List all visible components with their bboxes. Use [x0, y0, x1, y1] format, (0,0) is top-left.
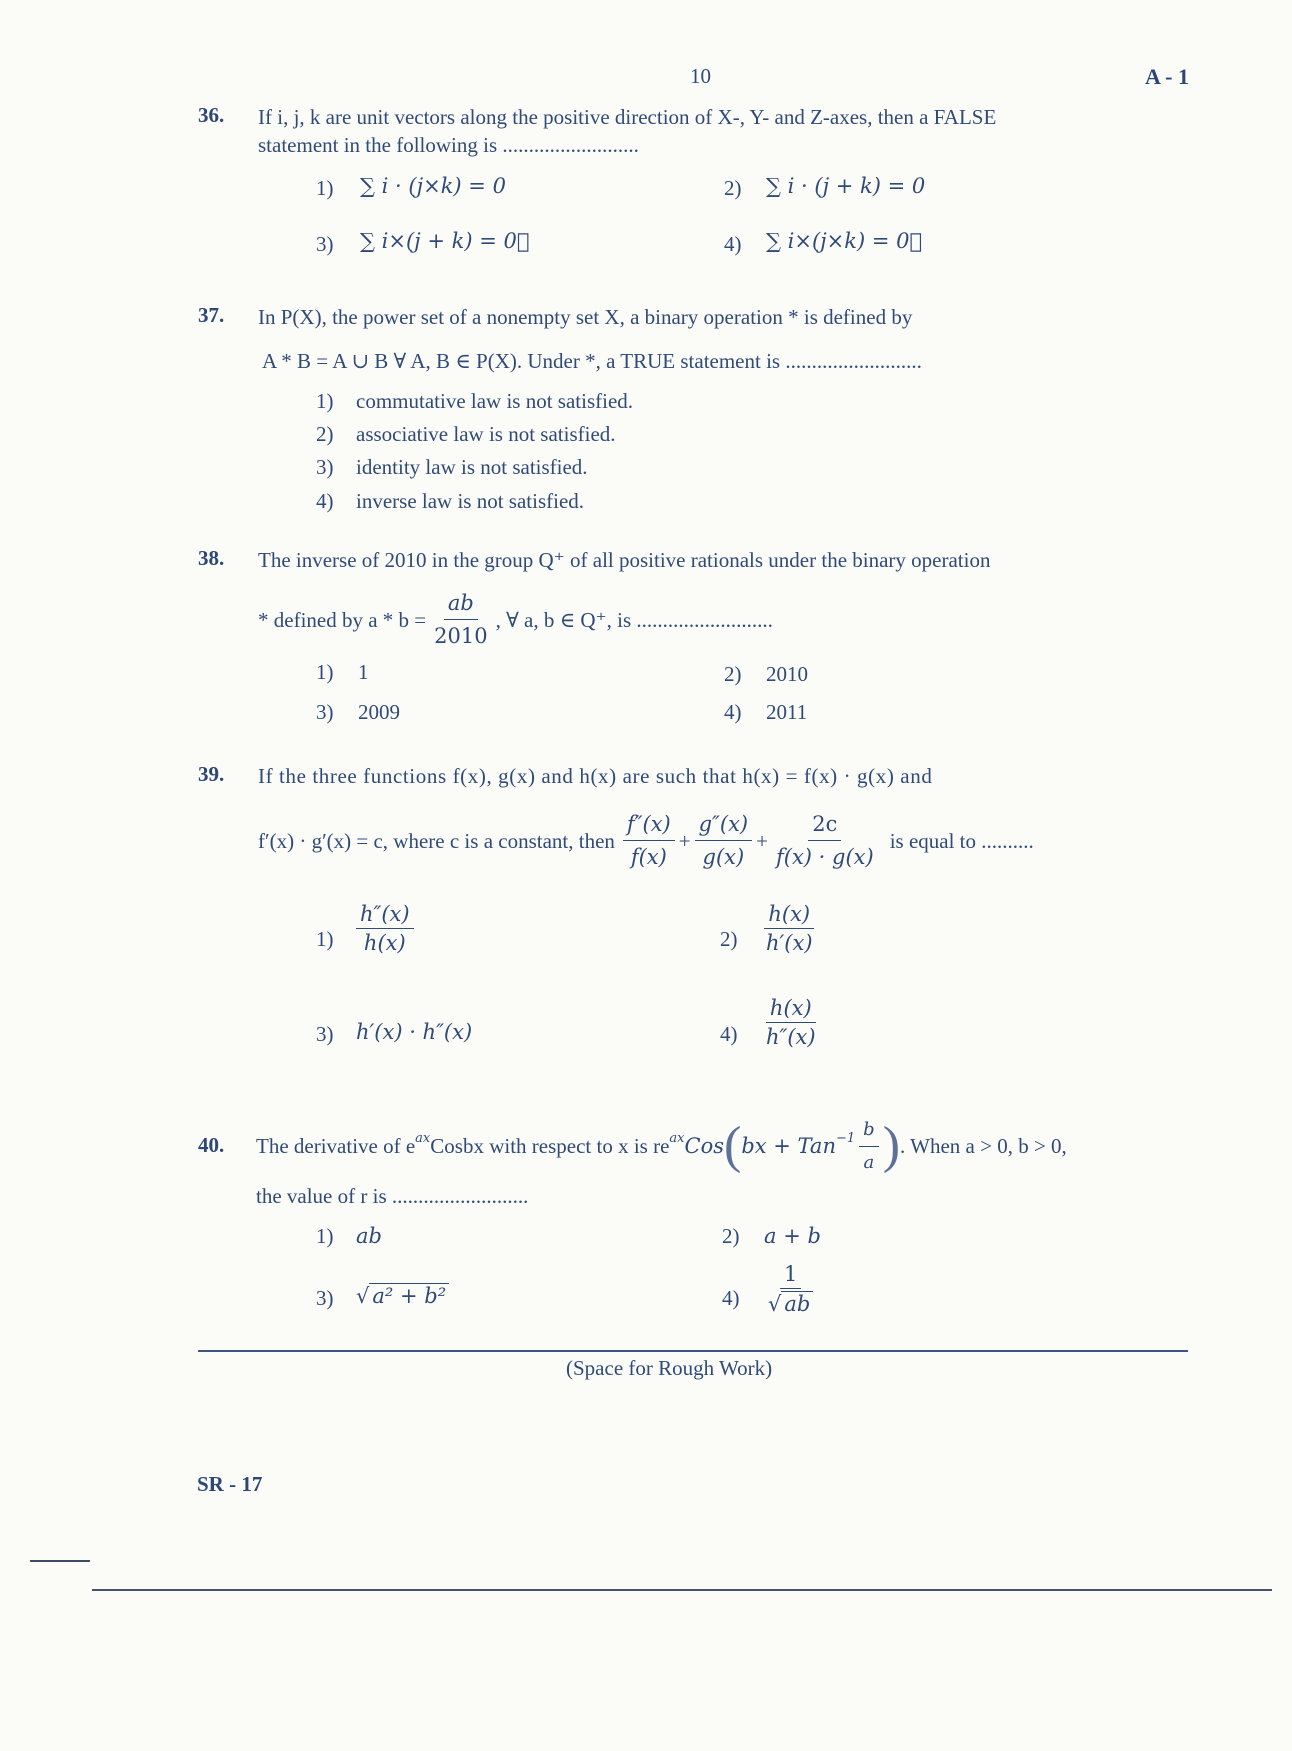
option-39-1-num: h″(x): [356, 902, 414, 929]
option-num: 4): [724, 232, 742, 256]
q39-f1-num: f″(x): [623, 810, 675, 841]
option-39-4: [758, 996, 824, 1049]
option-38-1: 1: [358, 660, 369, 684]
option-39-4-fraction: [762, 996, 820, 1049]
page-number: 10: [690, 64, 711, 88]
option-num: 3): [316, 232, 334, 256]
question-number-38: 38.: [198, 546, 225, 570]
option-num: 4): [724, 700, 742, 724]
question-38-text-line1: The inverse of 2010 in the group Q⁺ of all positive rationals under the binary operation: [258, 548, 991, 572]
option-39-3: h′(x) · h″(x): [356, 1020, 473, 1044]
option-39-4-num: h(x): [766, 996, 816, 1023]
option-36-4: ∑ i×(j×k) = 0⃗: [766, 229, 923, 253]
q40-suffix: . When a > 0, b > 0,: [900, 1134, 1067, 1158]
question-number-36: 36.: [198, 103, 225, 127]
rough-work-label: (Space for Rough Work): [566, 1356, 773, 1380]
option-37-3: identity law is not satisfied.: [356, 455, 588, 479]
question-number-40: 40.: [198, 1133, 225, 1157]
q40-prefix: The derivative of e: [256, 1134, 416, 1158]
q39-f1-den: f(x): [630, 845, 667, 869]
option-39-2-fraction: [762, 902, 817, 955]
option-40-4-fraction: [764, 1262, 817, 1316]
q38-frac-den: 2010: [434, 624, 488, 648]
option-num: 2): [724, 176, 742, 200]
option-39-4-den: h″(x): [766, 1025, 816, 1049]
q39-f3-den: f(x) · g(x): [775, 845, 874, 869]
option-num: 2): [722, 1224, 740, 1248]
option-num: 1): [316, 389, 334, 413]
option-39-1-fraction: [356, 902, 414, 955]
option-40-1: ab: [356, 1224, 382, 1248]
option-40-3: [356, 1283, 449, 1308]
option-37-1: commutative law is not satisfied.: [356, 389, 634, 413]
option-num: 2): [720, 927, 738, 951]
q40-tan-exp: −1: [835, 1131, 856, 1146]
q39-plus-1: +: [678, 828, 691, 853]
q38-prefix: * defined by a * b =: [258, 607, 427, 632]
paper-code: A - 1: [1145, 64, 1189, 89]
q40-frac-den: a: [863, 1151, 875, 1173]
series-code: SR - 17: [197, 1472, 263, 1496]
q38-frac-num: ab: [444, 589, 478, 620]
option-num: 4): [722, 1286, 740, 1310]
question-39-text-line1: If the three functions f(x), g(x) and h(x) are such that h(x) = f(x) · g(x) and: [258, 764, 933, 788]
option-num: 1): [316, 660, 334, 684]
right-paren-icon: ): [882, 1117, 901, 1174]
option-num: 1): [316, 1224, 334, 1248]
q39-f2-num: g″(x): [695, 810, 753, 841]
option-37-4: inverse law is not satisfied.: [356, 489, 585, 513]
q40-cos: Cos: [684, 1134, 724, 1158]
q40-paren-content: bx + Tan: [741, 1134, 836, 1158]
sqrt-icon: √: [356, 1283, 370, 1308]
option-39-2-den: h′(x): [766, 931, 813, 955]
option-num: 3): [316, 700, 334, 724]
question-38-text-line2: [258, 589, 773, 650]
q39-fraction-1: [623, 810, 675, 871]
question-36-text-line2: statement in the following is ..........................: [258, 133, 639, 157]
q40-exp1: ax: [415, 1131, 431, 1146]
option-36-1: ∑ i · (j×k) = 0: [360, 174, 506, 198]
scan-artifact-line: [30, 1560, 90, 1562]
question-number-39: 39.: [198, 762, 225, 786]
option-num: 2): [724, 662, 742, 686]
question-36-text-line1: If i, j, k are unit vectors along the positive direction of X-, Y- and Z-axes, then a FALSE: [258, 105, 997, 129]
option-40-4-den: [764, 1289, 817, 1316]
q40-fraction: [859, 1116, 879, 1177]
q40-frac-num: b: [859, 1116, 879, 1147]
option-36-2: ∑ i · (j + k) = 0: [766, 174, 926, 198]
option-40-4-num: 1: [780, 1262, 801, 1289]
option-39-2: [758, 902, 821, 955]
option-40-3-radicand: a² + b²: [369, 1283, 449, 1308]
option-num: 4): [720, 1022, 738, 1046]
question-number-37: 37.: [198, 303, 225, 327]
option-num: 2): [316, 422, 334, 446]
q39-fraction-2: [695, 810, 753, 871]
q39-suffix: is equal to ..........: [889, 828, 1034, 853]
option-38-2: 2010: [766, 662, 808, 686]
q39-plus-2: +: [756, 828, 768, 853]
option-num: 3): [316, 1022, 334, 1046]
option-num: 4): [316, 489, 334, 513]
rough-work-divider: [198, 1350, 1188, 1352]
q39-fraction-3: [772, 810, 878, 871]
option-38-3: 2009: [358, 700, 400, 724]
left-paren-icon: (: [724, 1117, 742, 1174]
option-num: 1): [316, 176, 334, 200]
q38-fraction: [430, 589, 491, 650]
scan-artifact-line: [92, 1589, 1272, 1591]
option-39-2-num: h(x): [764, 902, 814, 929]
question-40-text-line1: [256, 1114, 1067, 1178]
question-40-text-line2: the value of r is ..........................: [256, 1184, 529, 1208]
q39-f3-num: 2c: [808, 810, 841, 841]
option-40-4: [760, 1262, 821, 1316]
option-39-1-den: h(x): [363, 931, 406, 955]
q38-suffix: , ∀ a, b ∈ Q⁺, is ..........................: [495, 607, 773, 632]
question-39-text-line2: [258, 810, 1034, 871]
option-num: 3): [316, 1286, 334, 1310]
q39-prefix: f′(x) · g′(x) = c, where c is a constant, then: [258, 828, 615, 853]
q39-f2-den: g(x): [702, 845, 745, 869]
option-40-2: a + b: [764, 1224, 821, 1248]
sqrt-icon: √: [768, 1291, 782, 1316]
q40-exp2: ax: [669, 1131, 685, 1146]
option-36-3: ∑ i×(j + k) = 0⃗: [360, 229, 530, 253]
option-39-1: [352, 902, 418, 955]
question-37-text-line1: In P(X), the power set of a nonempty set X, a binary operation * is defined by: [258, 305, 913, 329]
option-num: 1): [316, 927, 334, 951]
option-38-4: 2011: [766, 700, 808, 724]
question-37-text-line2: A * B = A ∪ B ∀ A, B ∈ P(X). Under *, a TRUE statement is ..........................: [262, 349, 922, 373]
option-37-2: associative law is not satisfied.: [356, 422, 616, 446]
q40-mid1: Cosbx with respect to x is re: [430, 1134, 670, 1158]
option-num: 3): [316, 455, 334, 479]
option-40-4-radicand: ab: [781, 1291, 813, 1316]
